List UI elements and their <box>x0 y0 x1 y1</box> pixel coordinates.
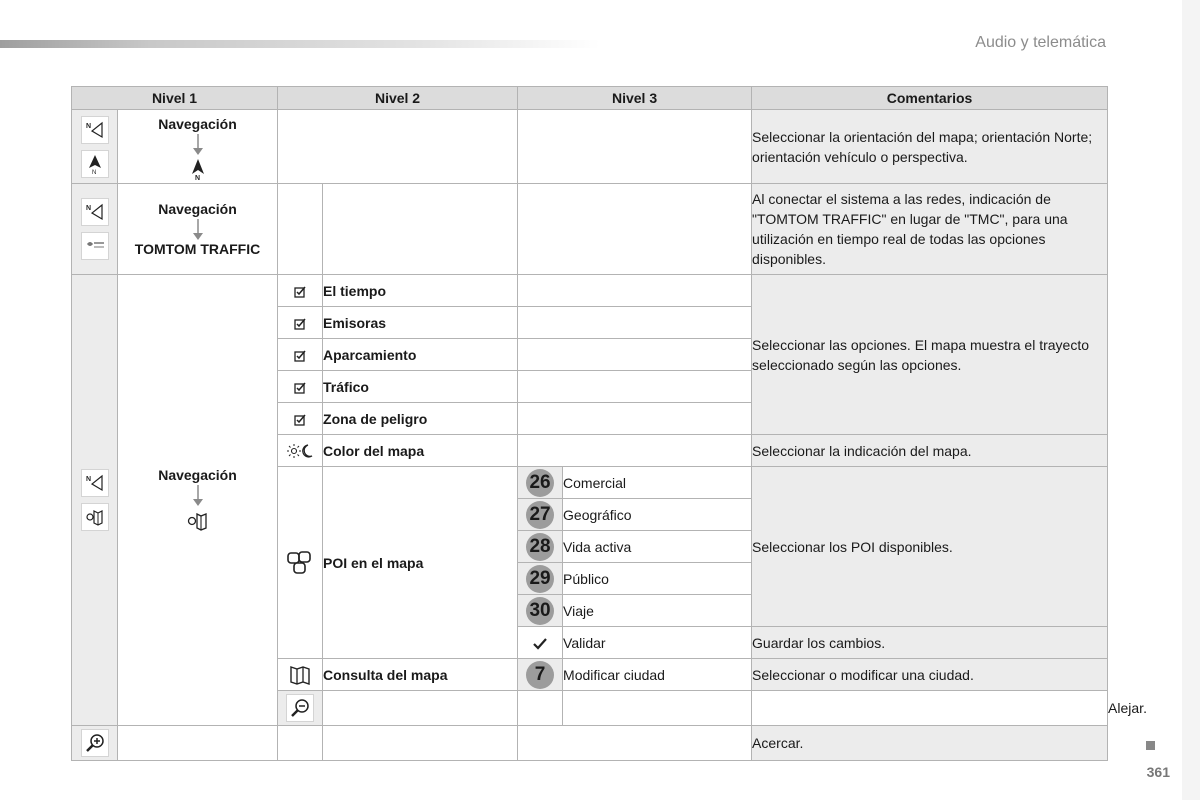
poi-num-cell <box>518 595 563 627</box>
poi-item-label: Viaje <box>563 595 752 627</box>
checkbox-icon <box>294 382 306 394</box>
north-up-icon <box>81 150 109 178</box>
page-marker <box>1146 741 1155 750</box>
comment-cell: Acercar. <box>752 726 1108 761</box>
consult-number-badge: 7 <box>526 661 554 689</box>
poi-item-label: Geográfico <box>563 499 752 531</box>
poi-num-cell <box>518 531 563 563</box>
level3-empty <box>518 110 752 184</box>
validate-icon-cell <box>518 627 563 659</box>
north-up-icon <box>189 158 207 180</box>
level3-empty <box>518 339 752 371</box>
consult-item-label: Modificar ciudad <box>563 659 752 691</box>
day-night-icon <box>287 443 313 459</box>
level2-empty <box>563 691 752 726</box>
svg-text:N: N <box>194 175 200 180</box>
down-arrow-icon <box>192 485 204 507</box>
header-nivel-2: Nivel 2 <box>278 87 518 110</box>
comment-cell: Seleccionar o modificar una ciudad. <box>752 659 1108 691</box>
checkbox-icon <box>294 350 306 362</box>
option-label: Emisoras <box>323 307 518 339</box>
option-icon-cell <box>278 467 323 659</box>
map-settings-icon <box>81 503 109 531</box>
icon-cell <box>72 275 118 726</box>
table-row <box>72 275 1108 307</box>
icon-cell <box>72 184 118 275</box>
option-icon-cell <box>278 403 323 435</box>
level2-empty <box>323 726 518 761</box>
comment-cell: Seleccionar los POI disponibles. <box>752 467 1108 627</box>
zoom-out-icon <box>286 694 314 722</box>
level3-empty <box>518 184 752 275</box>
option-icon-cell <box>278 371 323 403</box>
option-label: El tiempo <box>323 275 518 307</box>
table-row <box>72 726 1108 761</box>
option-label: Zona de peligro <box>323 403 518 435</box>
consulta-mapa-label: Consulta del mapa <box>323 659 518 691</box>
level2-empty <box>323 184 518 275</box>
table-row <box>72 110 1108 184</box>
poi-num-cell <box>518 563 563 595</box>
level1-cell <box>118 275 278 726</box>
checkbox-icon <box>294 414 306 426</box>
level3-empty <box>518 435 752 467</box>
level3-empty <box>518 307 752 339</box>
table-row <box>72 184 1108 275</box>
poi-icon <box>286 550 314 576</box>
comment-cell: Seleccionar la indicación del mapa. <box>752 435 1108 467</box>
option-icon-cell <box>278 275 323 307</box>
option-label: Tráfico <box>323 371 518 403</box>
comment-cell: Al conectar el sistema a las redes, indicación de "TOMTOM TRAFFIC" en lugar de "TMC", para una utilización en tiempo real de todas las opciones disponibles. <box>752 184 1108 275</box>
down-arrow-icon <box>192 219 204 241</box>
level2-icon-empty <box>278 726 323 761</box>
icon-cell <box>278 691 323 726</box>
color-mapa-label: Color del mapa <box>323 435 518 467</box>
navigation-arrow-icon <box>81 198 109 226</box>
validate-label: Validar <box>563 627 752 659</box>
icon-cell <box>72 110 118 184</box>
level3-empty <box>518 726 752 761</box>
poi-item-label: Comercial <box>563 467 752 499</box>
comment-cell: Guardar los cambios. <box>752 627 1108 659</box>
svg-text:N: N <box>85 476 91 483</box>
svg-text:N: N <box>85 122 91 130</box>
table-row: Alejar. <box>72 691 1108 726</box>
poi-number-badge: 29 <box>526 565 554 593</box>
poi-num-cell <box>518 499 563 531</box>
option-icon-cell <box>278 339 323 371</box>
level1-cell <box>118 184 278 275</box>
section-title: Audio y telemática <box>975 34 1106 51</box>
icon-cell <box>72 726 118 761</box>
tomtom-traffic-icon <box>81 232 109 260</box>
map-settings-icon <box>186 509 210 533</box>
navigation-arrow-icon <box>81 469 109 497</box>
option-icon-cell <box>278 659 323 691</box>
level2-icon-empty <box>278 184 323 275</box>
level2-empty <box>278 110 518 184</box>
poi-number-badge: 28 <box>526 533 554 561</box>
header-comentarios: Comentarios <box>752 87 1108 110</box>
poi-number-badge: 27 <box>526 501 554 529</box>
navigation-arrow-icon <box>81 116 109 144</box>
poi-number-badge: 30 <box>526 597 554 625</box>
option-label: Aparcamiento <box>323 339 518 371</box>
consult-num-cell <box>518 659 563 691</box>
header-nivel-1: Nivel 1 <box>72 87 278 110</box>
checkbox-icon <box>294 318 306 330</box>
level1-label: Navegación <box>158 116 237 132</box>
poi-item-label: Público <box>563 563 752 595</box>
zoom-in-icon <box>81 729 109 757</box>
level1-empty <box>118 726 278 761</box>
level1-label: Navegación <box>158 467 237 483</box>
svg-text:N: N <box>91 169 96 174</box>
option-icon-cell <box>278 307 323 339</box>
poi-item-label: Vida activa <box>563 531 752 563</box>
map-book-icon <box>289 664 311 686</box>
level1-label: Navegación <box>158 201 237 217</box>
page-edge-strip <box>1182 0 1200 800</box>
check-icon <box>533 638 547 650</box>
option-icon-cell <box>278 435 323 467</box>
comment-cell: Seleccionar las opciones. El mapa muestra el trayecto seleccionado según las opciones. <box>752 275 1108 435</box>
page-number: 361 <box>1146 764 1170 780</box>
level3-empty <box>518 403 752 435</box>
level1-cell <box>118 110 278 184</box>
poi-number-badge: 26 <box>526 469 554 497</box>
header-bar <box>0 40 600 48</box>
tomtom-traffic-label: TOMTOM TRAFFIC <box>134 241 261 257</box>
checkbox-icon <box>294 286 306 298</box>
poi-mapa-label: POI en el mapa <box>323 467 518 659</box>
down-arrow-icon <box>192 134 204 156</box>
level3-empty <box>518 371 752 403</box>
level2-icon-empty <box>518 691 563 726</box>
header-nivel-3: Nivel 3 <box>518 87 752 110</box>
level1-empty <box>323 691 518 726</box>
level3-empty <box>752 691 1108 726</box>
menu-table <box>71 86 1147 761</box>
level3-empty <box>518 275 752 307</box>
table-header-row <box>72 87 1108 110</box>
poi-num-cell <box>518 467 563 499</box>
svg-text:N: N <box>85 205 91 212</box>
comment-cell: Seleccionar la orientación del mapa; orientación Norte; orientación vehículo o perspectiva. <box>752 110 1108 184</box>
